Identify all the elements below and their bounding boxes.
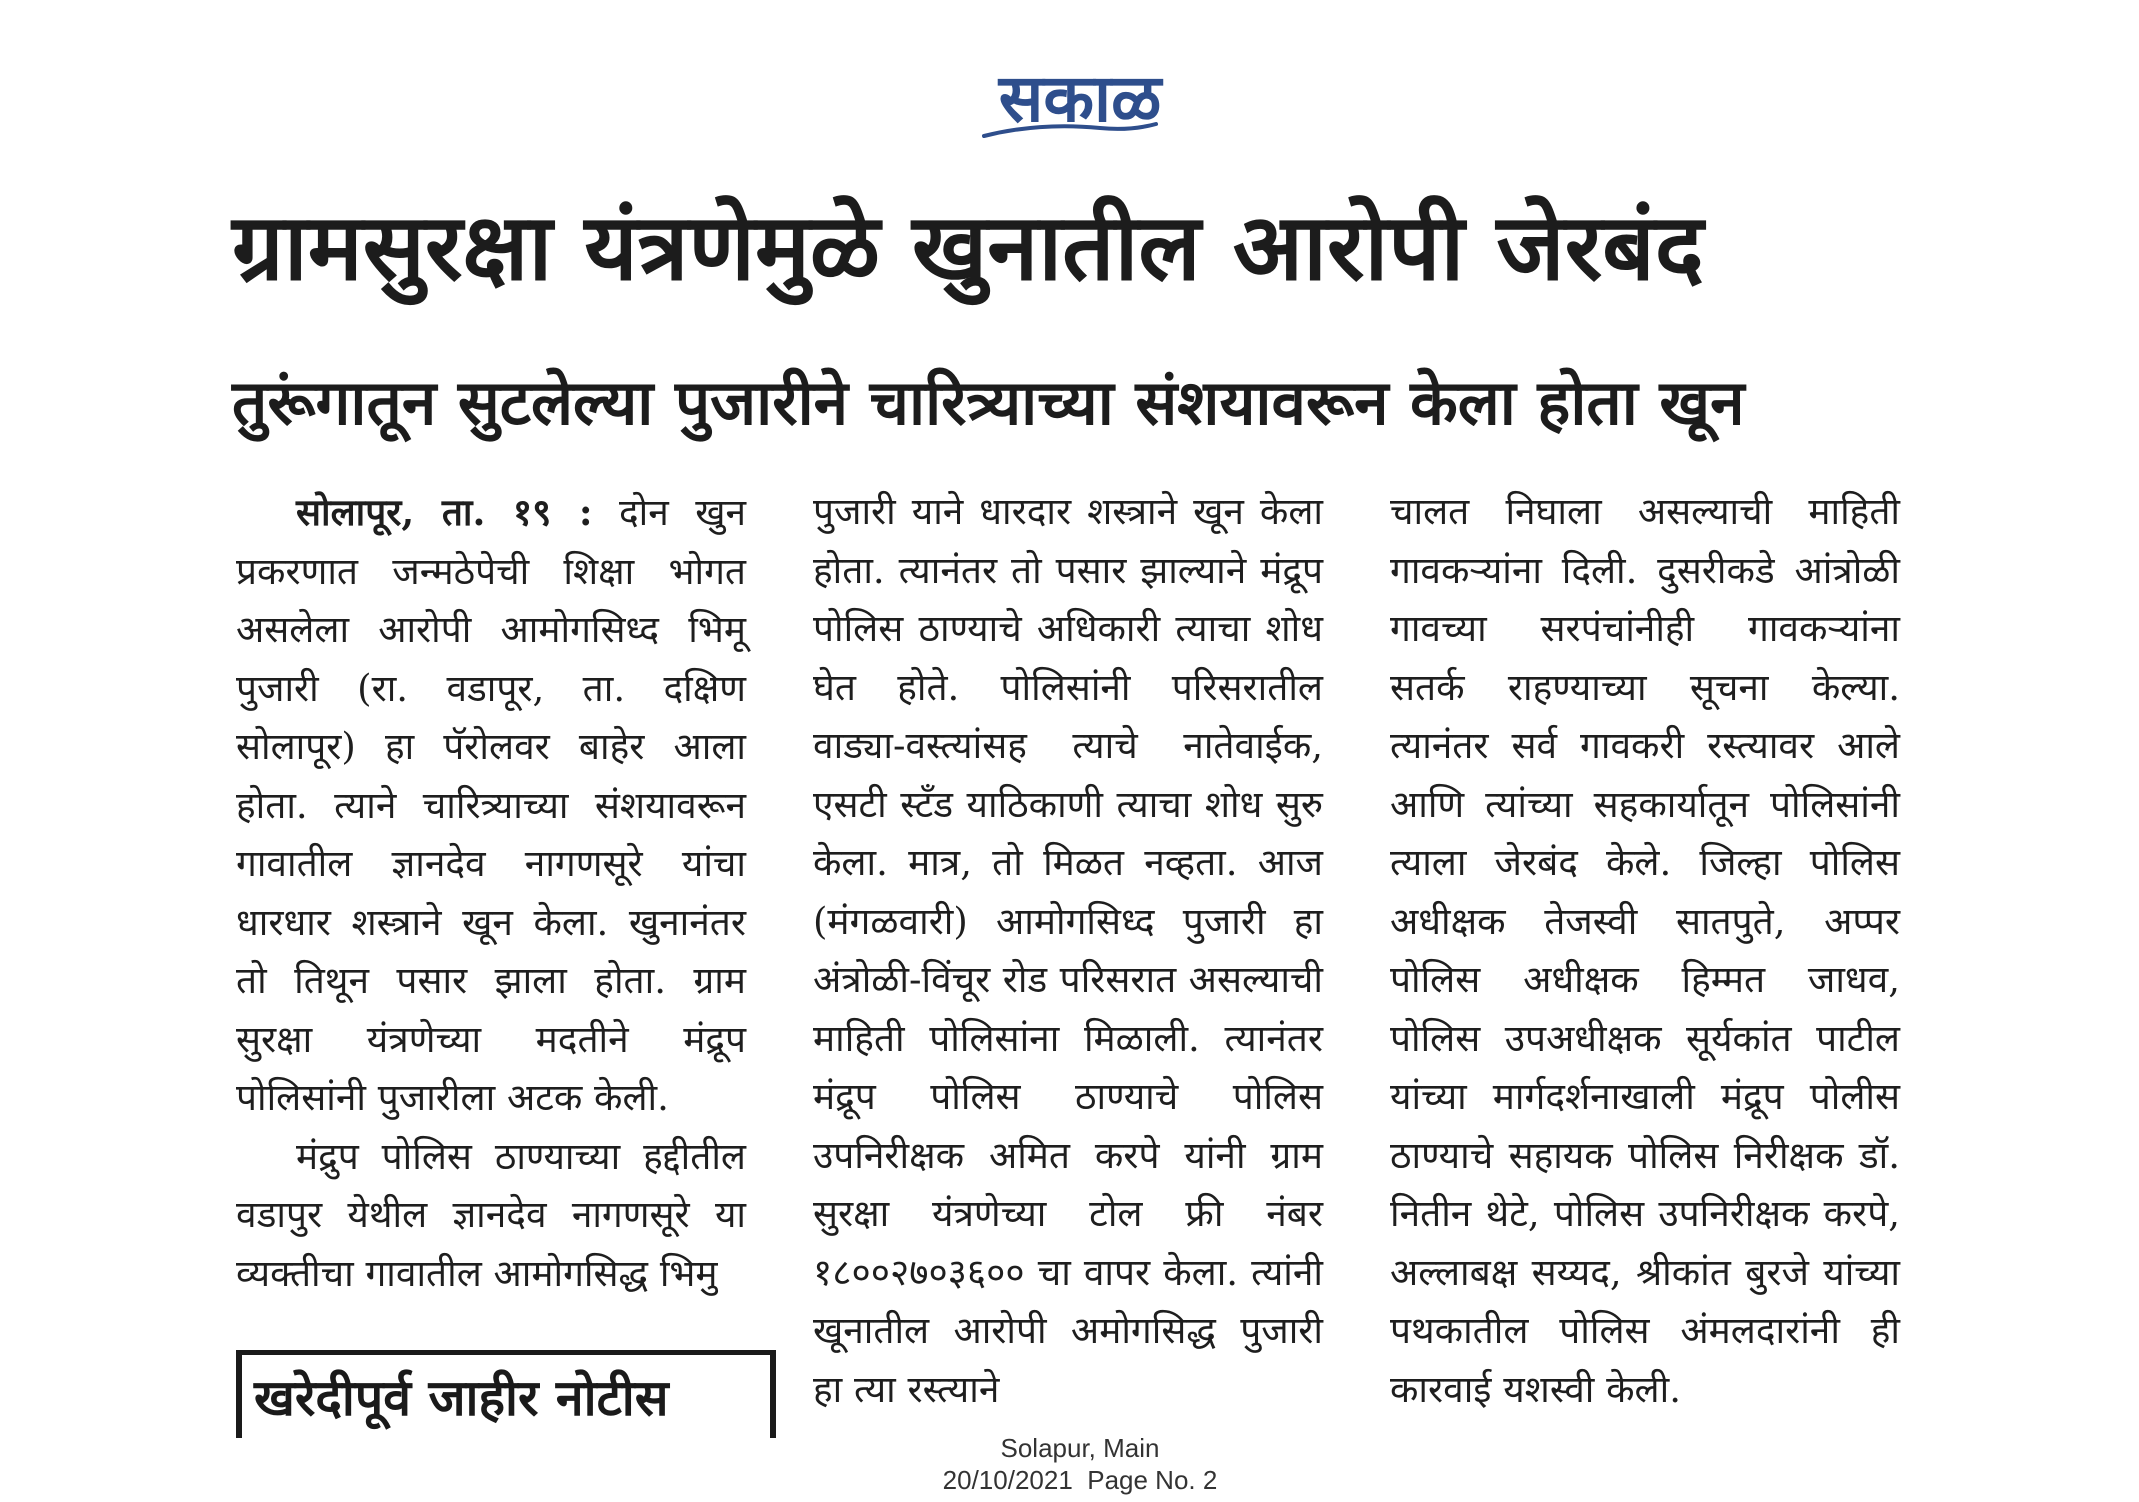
masthead-logo: सकाळ [998, 59, 1162, 137]
notice-title: खरेदीपूर्व जाहीर नोटीस [254, 1369, 669, 1427]
article-subheadline: तुरूंगातून सुटलेल्या पुजारीने चारित्र्याच्या संशयावरून केला होता खून [232, 366, 1745, 439]
column-2-text: पुजारी याने धारदार शस्त्राने खून केला होता. त्यानंतर तो पसार झाल्याने मंद्रूप पोलिस ठाण्याचे अधिकारी त्याचा शोध घेत होते. पोलिसांनी परिसरातील वाड्या-वस्त्यांसह त्याचे नातेवाईक, एसटी स्टँड याठिकाणी त्याचा शोध सुरु केला. मात्र, तो मिळत नव्हता. आज (मंगळवारी) आमोगसिध्द पुजारी हा अंत्रोळी-विंचूर रोड परिसरात असल्याची माहिती पोलिसांना मिळाली. त्यानंतर मंद्रूप पोलिस ठाण्याचे पोलिस उपनिरीक्षक अमित करपे यांनी ग्राम सुरक्षा यंत्रणेच्या टोल फ्री नंबर १८००२७०३६०० चा वापर केला. त्यांनी खूनातील आरोपी अमोगसिद्ध पुजारी हा त्या रस्त्याने [813, 490, 1323, 1411]
article-headline: ग्रामसुरक्षा यंत्रणेमुळे खुनातील आरोपी जेरबंद [232, 194, 1704, 301]
column-3-text: चालत निघाला असल्याची माहिती गावकऱ्यांना दिली. दुसरीकडे आंत्रोळी गावच्या सरपंचांनीही गावकऱ्यांना सतर्क राहण्याच्या सूचना केल्या. त्यानंतर सर्व गावकरी रस्त्यावर आले आणि त्यांच्या सहकार्यातून पोलिसांनी त्याला जेरबंद केले. जिल्हा पोलिस अधीक्षक तेजस्वी सातपुते, अप्पर पोलिस अधीक्षक हिम्मत जाधव, पोलिस उपअधीक्षक सूर्यकांत पाटील यांच्या मार्गदर्शनाखाली मंद्रूप पोलीस ठाण्याचे सहायक पोलिस निरीक्षक डॉ. नितीन थेटे, पोलिस उपनिरीक्षक करपे, अल्लाबक्ष सय्यद, श्रीकांत बुरजे यांच्या पथकातील पोलिस अंमलदारांनी ही कारवाई यशस्वी केली. [1390, 490, 1900, 1411]
footer-edition: Solapur, Main [1000, 1433, 1160, 1463]
article-dateline: सोलापूर, ता. १९ : [296, 490, 593, 534]
page-footer [900, 1432, 1260, 1496]
column-1-paragraph-1-text: दोन खुन प्रकरणात जन्मठेपेची शिक्षा भोगत असलेला आरोपी आमोगसिध्द भिमू पुजारी (रा. वडापूर, ता. दक्षिण सोलापूर) हा पॅरोलवर बाहेर आला होता. त्याने चारित्र्याच्या संशयावरून गावातील ज्ञानदेव नागणसूरे यांचा धारधार शस्त्राने खून केला. खुनानंतर तो तिथून पसार झाला होता. ग्राम सुरक्षा यंत्रणेच्या मदतीने मंद्रूप पोलिसांनी पुजारीला अटक केली. [236, 491, 746, 1119]
column-1-paragraph-1 [236, 483, 746, 1128]
article-column-3 [1390, 483, 1900, 1419]
column-1-paragraph-2: मंद्रुप पोलिस ठाण्याच्या हद्दीतील वडापुर येथील ज्ञानदेव नागणसूरे या व्यक्तीचा गावातील आमोगसिद्ध भिमु [236, 1134, 746, 1295]
masthead-swoosh-icon [980, 118, 1160, 144]
notice-box [236, 1350, 776, 1438]
article-column-1 [236, 483, 746, 1303]
masthead [960, 52, 1200, 147]
article-column-2 [813, 483, 1323, 1419]
footer-date-page: 20/10/2021 Page No. 2 [942, 1465, 1218, 1495]
